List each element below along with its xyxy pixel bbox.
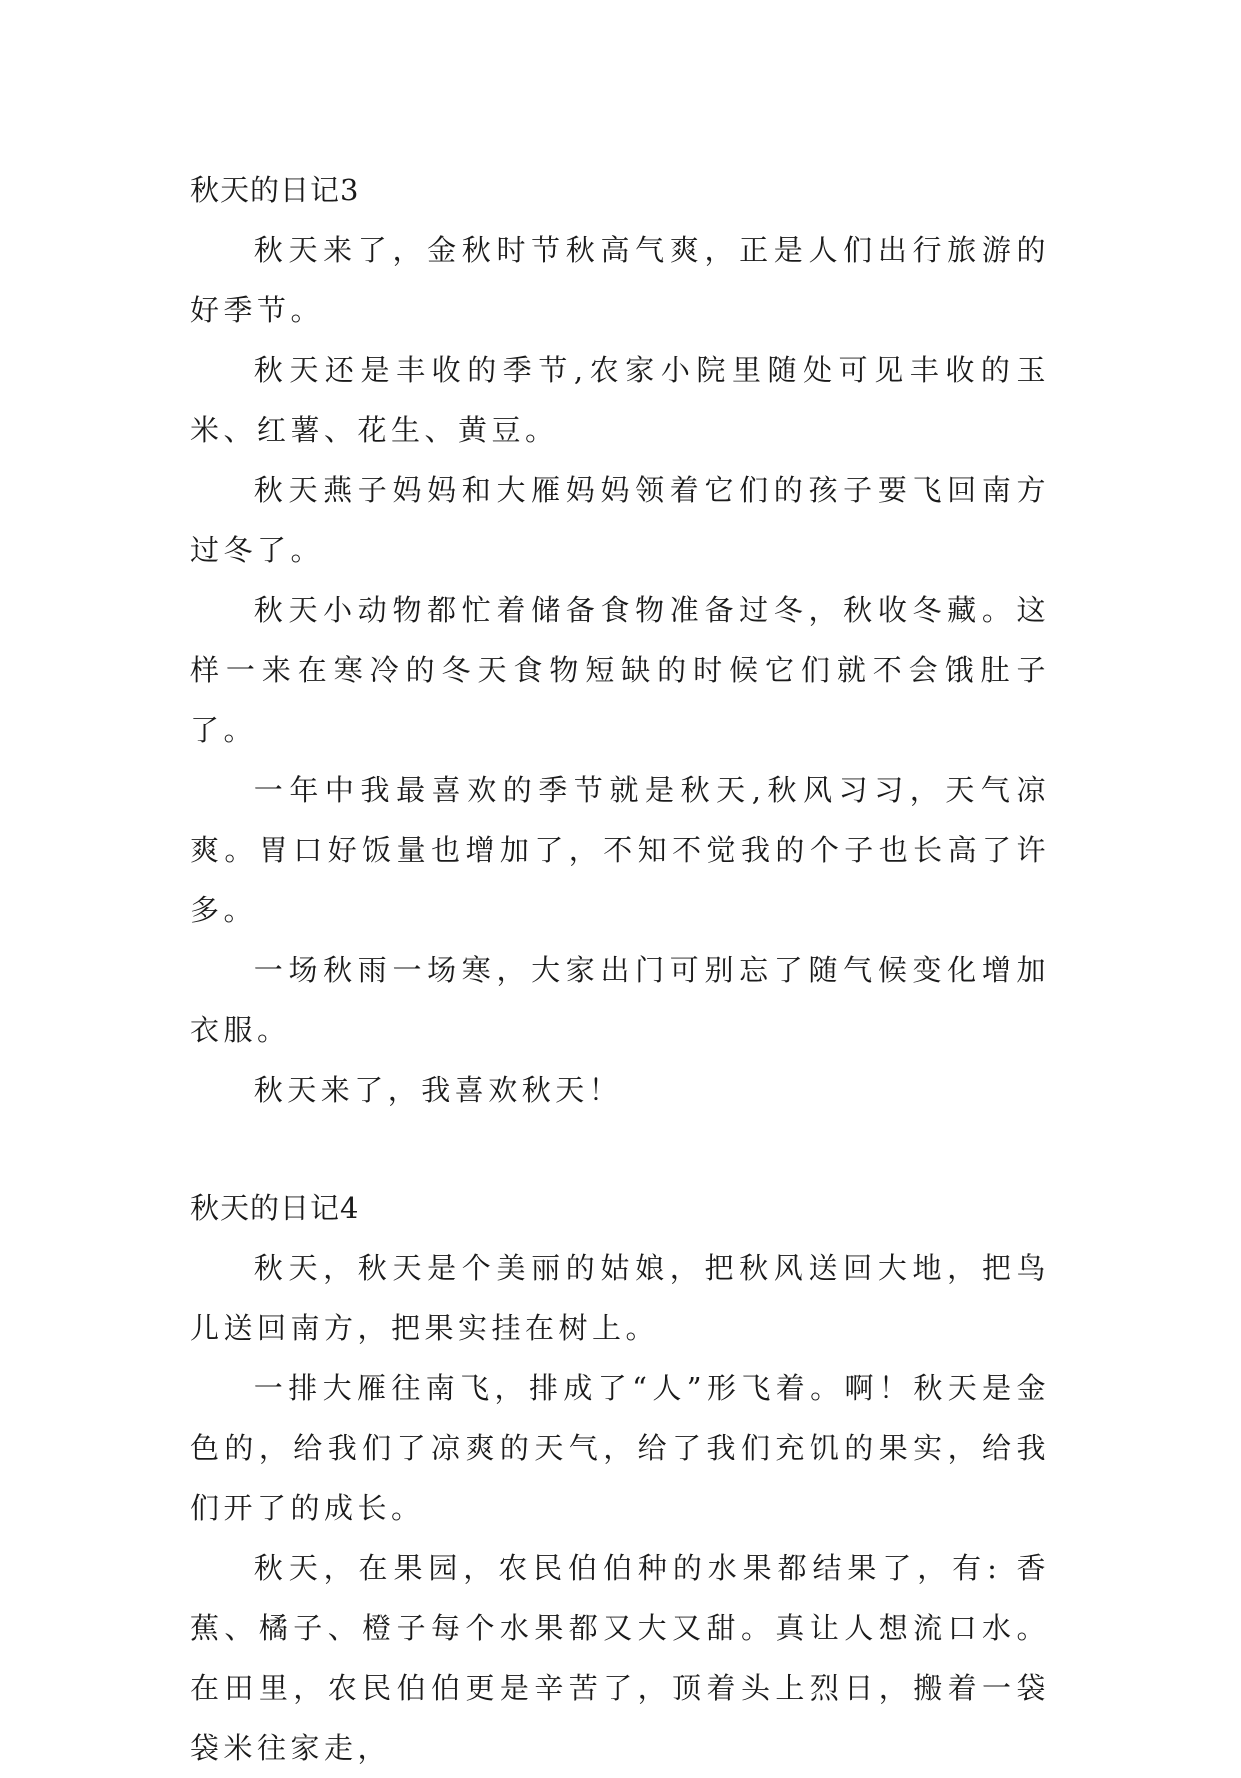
paragraph: 一排大雁往南飞，排成了“人”形飞着。啊！秋天是金色的，给我们了凉爽的天气，给了我们充饥的果实，给我们开了的成长。 xyxy=(190,1371,1050,1525)
section-title: 秋天的日记3 xyxy=(190,173,360,207)
paragraph: 一年中我最喜欢的季节就是秋天,秋风习习，天气凉爽。胃口好饭量也增加了，不知不觉我的个子也长高了许多。 xyxy=(190,773,1050,927)
paragraph: 秋天来了，金秋时节秋高气爽，正是人们出行旅游的好季节。 xyxy=(190,233,1050,327)
diary-section-3 xyxy=(190,160,1050,1120)
paragraph: 秋天来了，我喜欢秋天！ xyxy=(253,1073,623,1107)
paragraph: 秋天还是丰收的季节,农家小院里随处可见丰收的玉米、红薯、花生、黄豆。 xyxy=(190,353,1050,447)
diary-section-4 xyxy=(190,1178,1050,1778)
document-page xyxy=(190,160,1050,1778)
paragraph: 秋天小动物都忙着储备食物准备过冬，秋收冬藏。这样一来在寒冷的冬天食物短缺的时候它们就不会饿肚子了。 xyxy=(190,593,1050,747)
paragraph: 秋天，秋天是个美丽的姑娘，把秋风送回大地，把鸟儿送回南方，把果实挂在树上。 xyxy=(190,1251,1050,1345)
paragraph: 秋天，在果园，农民伯伯种的水果都结果了，有: 香蕉、橘子、橙子每个水果都又大又甜。真让人想流口水。在田里，农民伯伯更是辛苦了，顶着头上烈日，搬着一袋袋米往家走， xyxy=(190,1551,1050,1765)
paragraph: 秋天燕子妈妈和大雁妈妈领着它们的孩子要飞回南方过冬了。 xyxy=(190,473,1050,567)
paragraph: 一场秋雨一场寒，大家出门可别忘了随气候变化增加衣服。 xyxy=(190,953,1050,1047)
section-title: 秋天的日记4 xyxy=(190,1191,360,1225)
